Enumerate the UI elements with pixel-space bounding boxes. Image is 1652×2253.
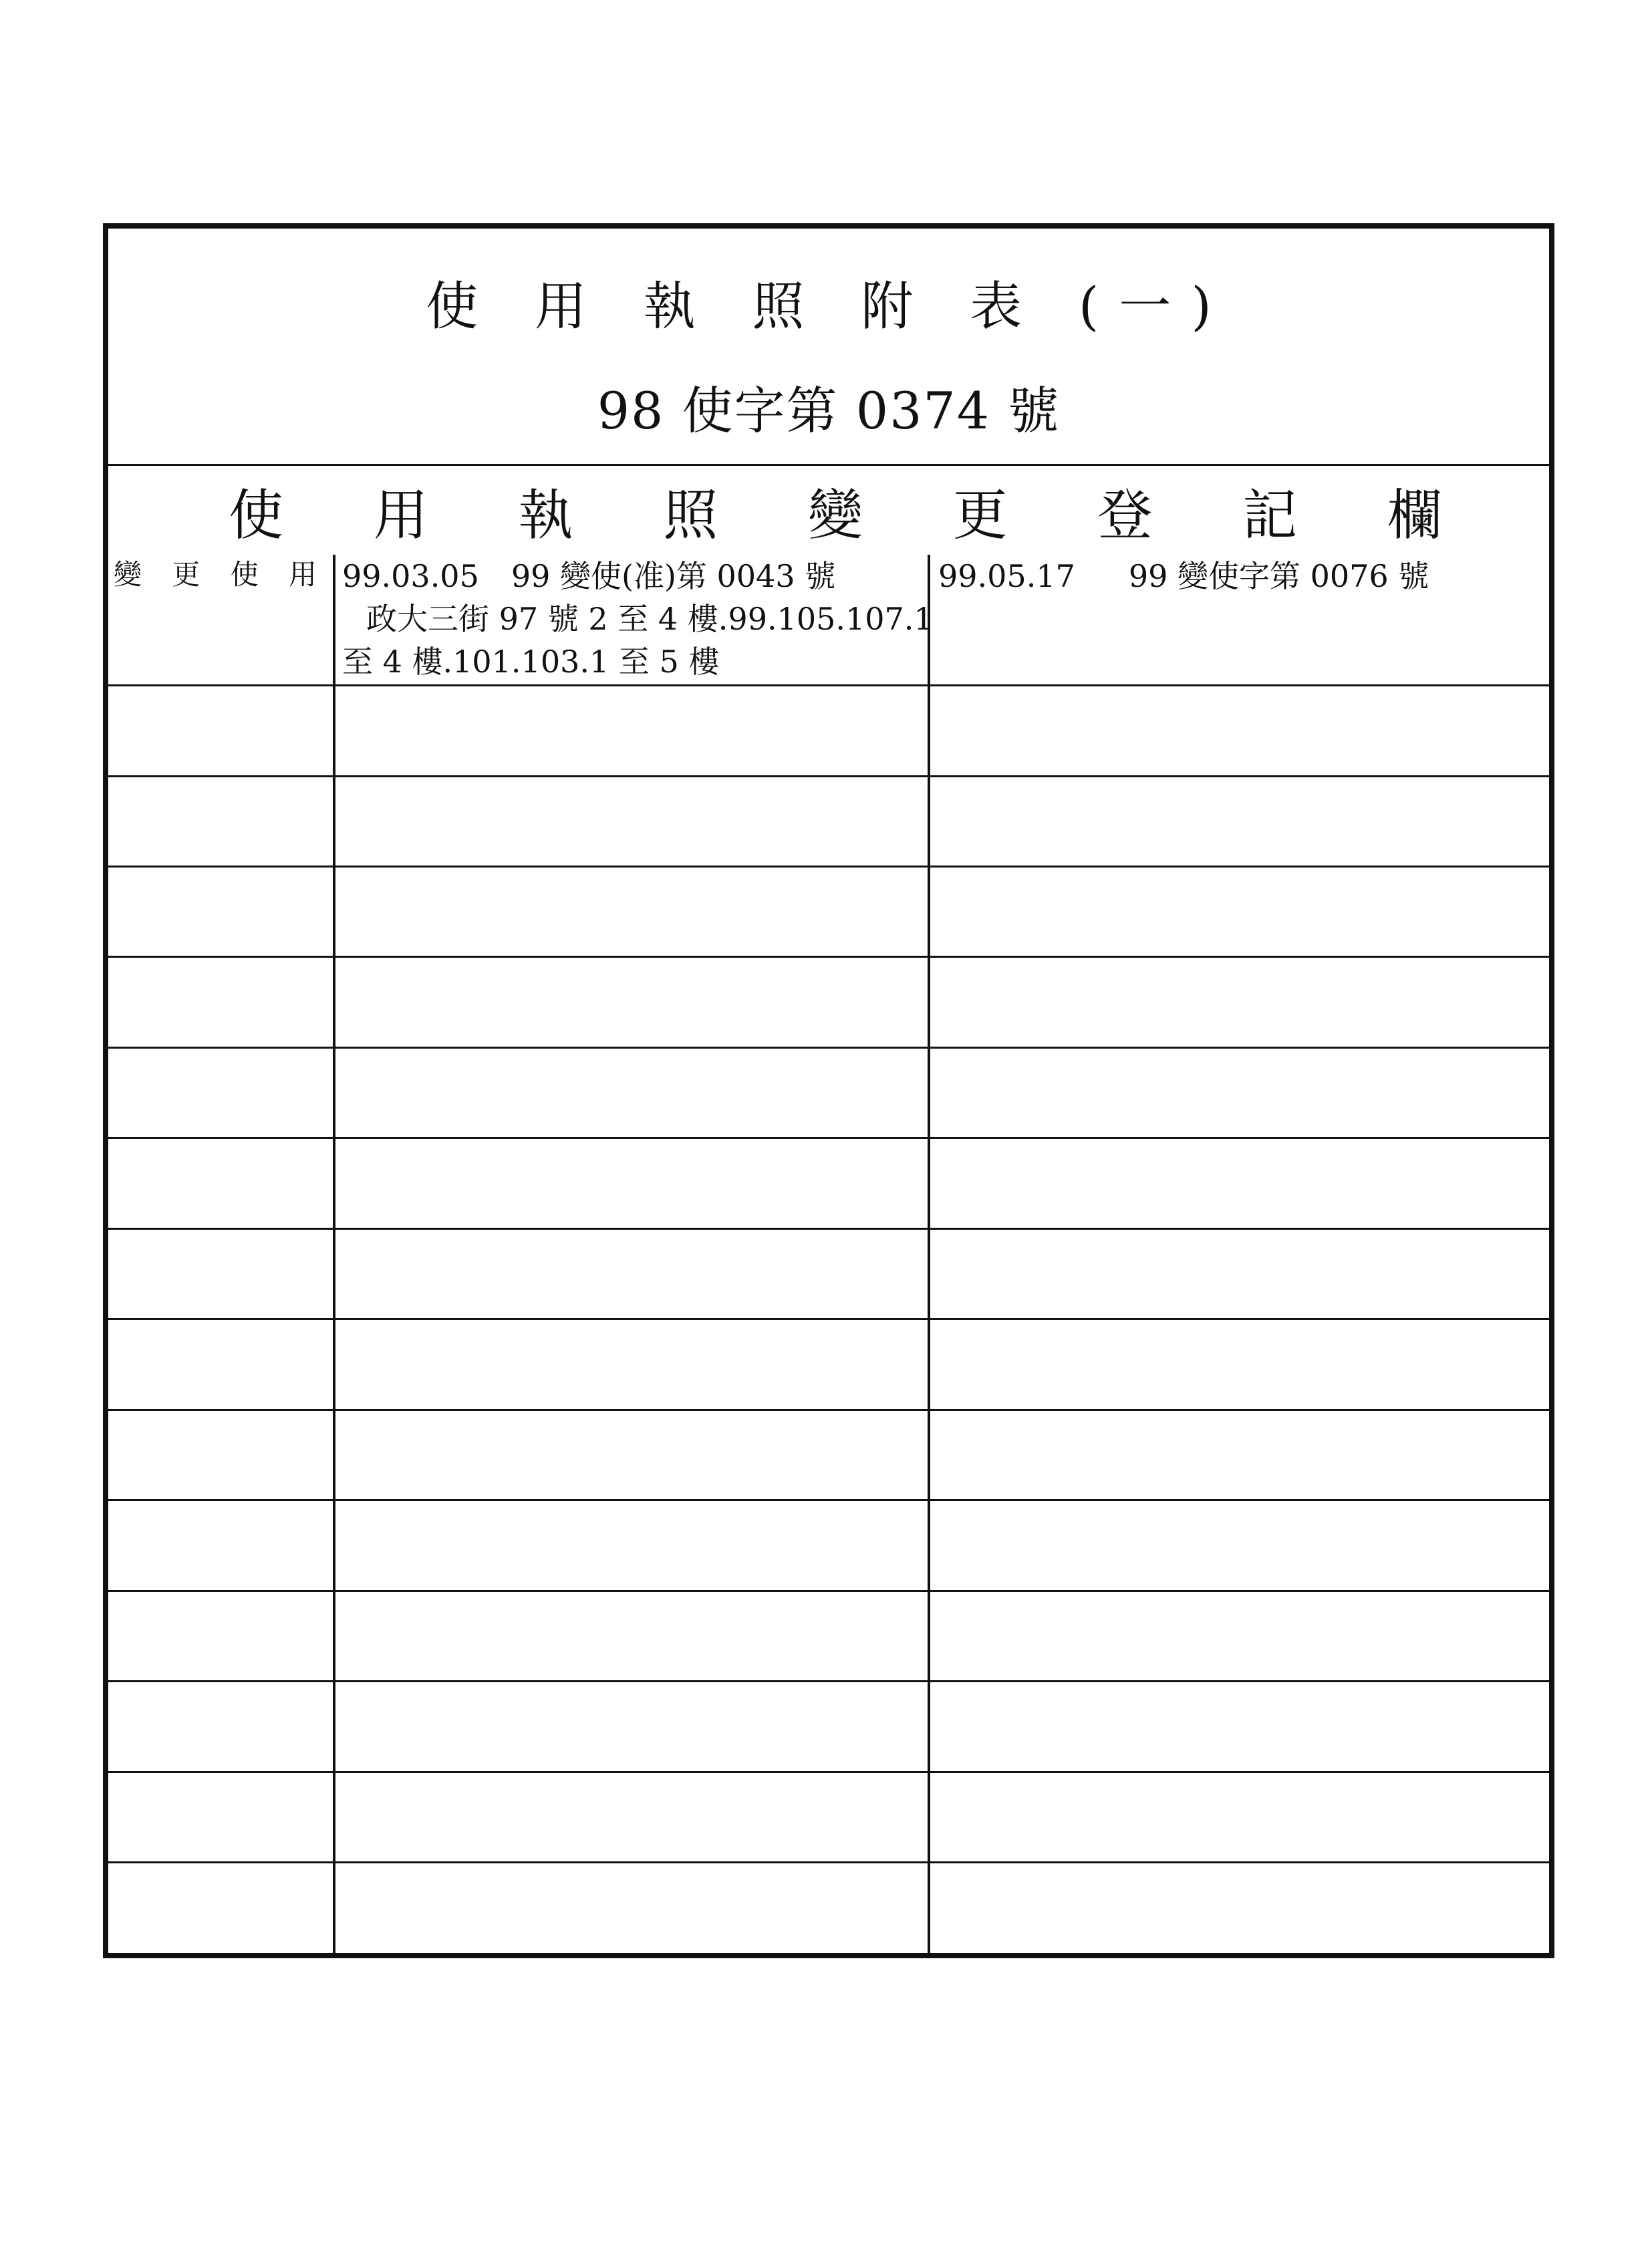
blank-cell xyxy=(108,1500,334,1591)
blank-cell xyxy=(929,776,1549,866)
entry-detail: 政大三街 97 號 2 至 4 樓.99.105.107.1 xyxy=(366,601,934,637)
section-heading-char: 記 xyxy=(1242,483,1298,547)
blank-cell xyxy=(108,1682,334,1772)
blank-cell xyxy=(334,1228,929,1319)
section-heading-char: 用 xyxy=(373,483,428,547)
section-heading xyxy=(229,477,1442,547)
table-row xyxy=(108,1138,1549,1228)
blank-cell xyxy=(334,1772,929,1862)
blank-cell xyxy=(929,686,1549,776)
table-row xyxy=(108,776,1549,866)
table-row xyxy=(108,867,1549,957)
table-row xyxy=(108,1410,1549,1500)
blank-cell xyxy=(334,686,929,776)
table-row xyxy=(108,1047,1549,1138)
license-number: 98 使字第 0374 號 xyxy=(597,381,1061,440)
license-appendix-form xyxy=(103,223,1554,1958)
blank-cell xyxy=(108,1138,334,1228)
blank-cell xyxy=(334,1410,929,1500)
table-row xyxy=(108,1772,1549,1862)
table-row xyxy=(108,1319,1549,1410)
blank-cell xyxy=(334,1319,929,1410)
blank-cell xyxy=(334,776,929,866)
record-label-cell xyxy=(108,555,334,686)
blank-cell xyxy=(929,1591,1549,1681)
entry-reference: 99 變使字第 0076 號 xyxy=(1128,558,1429,594)
blank-cell xyxy=(108,686,334,776)
blank-cell xyxy=(929,1228,1549,1319)
table-row xyxy=(108,1591,1549,1681)
entry-detail: 至 4 樓.101.103.1 至 5 樓 xyxy=(342,644,720,680)
table-row xyxy=(108,555,1549,686)
blank-cell xyxy=(334,1591,929,1681)
blank-cell xyxy=(334,1862,929,1953)
entry-date: 99.05.17 xyxy=(938,558,1075,594)
document-title: 使 用 執 照 附 表 (一) xyxy=(426,277,1232,337)
section-heading-char: 登 xyxy=(1097,483,1153,547)
table-row xyxy=(108,1862,1549,1953)
section-heading-char: 照 xyxy=(663,483,718,547)
blank-cell xyxy=(929,1138,1549,1228)
blank-cell xyxy=(334,1138,929,1228)
blank-cell xyxy=(929,1500,1549,1591)
header-divider xyxy=(108,464,1549,466)
blank-cell xyxy=(929,1682,1549,1772)
change-record-table xyxy=(108,555,1549,1953)
table-row xyxy=(108,1228,1549,1319)
table-row xyxy=(108,957,1549,1047)
blank-cell xyxy=(929,1862,1549,1953)
entry-header xyxy=(342,555,928,598)
section-heading-char: 更 xyxy=(952,483,1008,547)
blank-cell xyxy=(108,1047,334,1138)
entry-date: 99.03.05 xyxy=(342,558,479,594)
section-heading-char: 使 xyxy=(229,483,284,547)
record-entry xyxy=(930,555,1549,598)
record-label: 變 更 使 用 xyxy=(114,558,328,591)
blank-cell xyxy=(108,1228,334,1319)
table-row xyxy=(108,686,1549,776)
blank-cell xyxy=(108,957,334,1047)
blank-cell xyxy=(334,957,929,1047)
record-entry-cell xyxy=(334,555,934,686)
section-heading-char: 變 xyxy=(807,483,863,547)
record-entry-cell xyxy=(929,555,1549,686)
section-heading-char: 執 xyxy=(518,483,573,547)
blank-cell xyxy=(929,1410,1549,1500)
blank-cell xyxy=(108,1410,334,1500)
blank-cell xyxy=(929,1772,1549,1862)
table-row xyxy=(108,1682,1549,1772)
blank-cell xyxy=(334,1047,929,1138)
blank-cell xyxy=(929,1047,1549,1138)
blank-cell xyxy=(334,1500,929,1591)
blank-cell xyxy=(334,867,929,957)
record-entry xyxy=(335,555,934,683)
entry-reference: 99 變使(准)第 0043 號 xyxy=(511,558,836,594)
blank-cell xyxy=(929,1319,1549,1410)
blank-cell xyxy=(108,776,334,866)
blank-cell xyxy=(108,1319,334,1410)
blank-cell xyxy=(108,1591,334,1681)
blank-cell xyxy=(334,1682,929,1772)
blank-cell xyxy=(108,1862,334,1953)
blank-cell xyxy=(929,867,1549,957)
section-heading-char: 欄 xyxy=(1387,483,1442,547)
blank-cell xyxy=(929,957,1549,1047)
blank-cell xyxy=(108,867,334,957)
blank-cell xyxy=(108,1772,334,1862)
table-row xyxy=(108,1500,1549,1591)
